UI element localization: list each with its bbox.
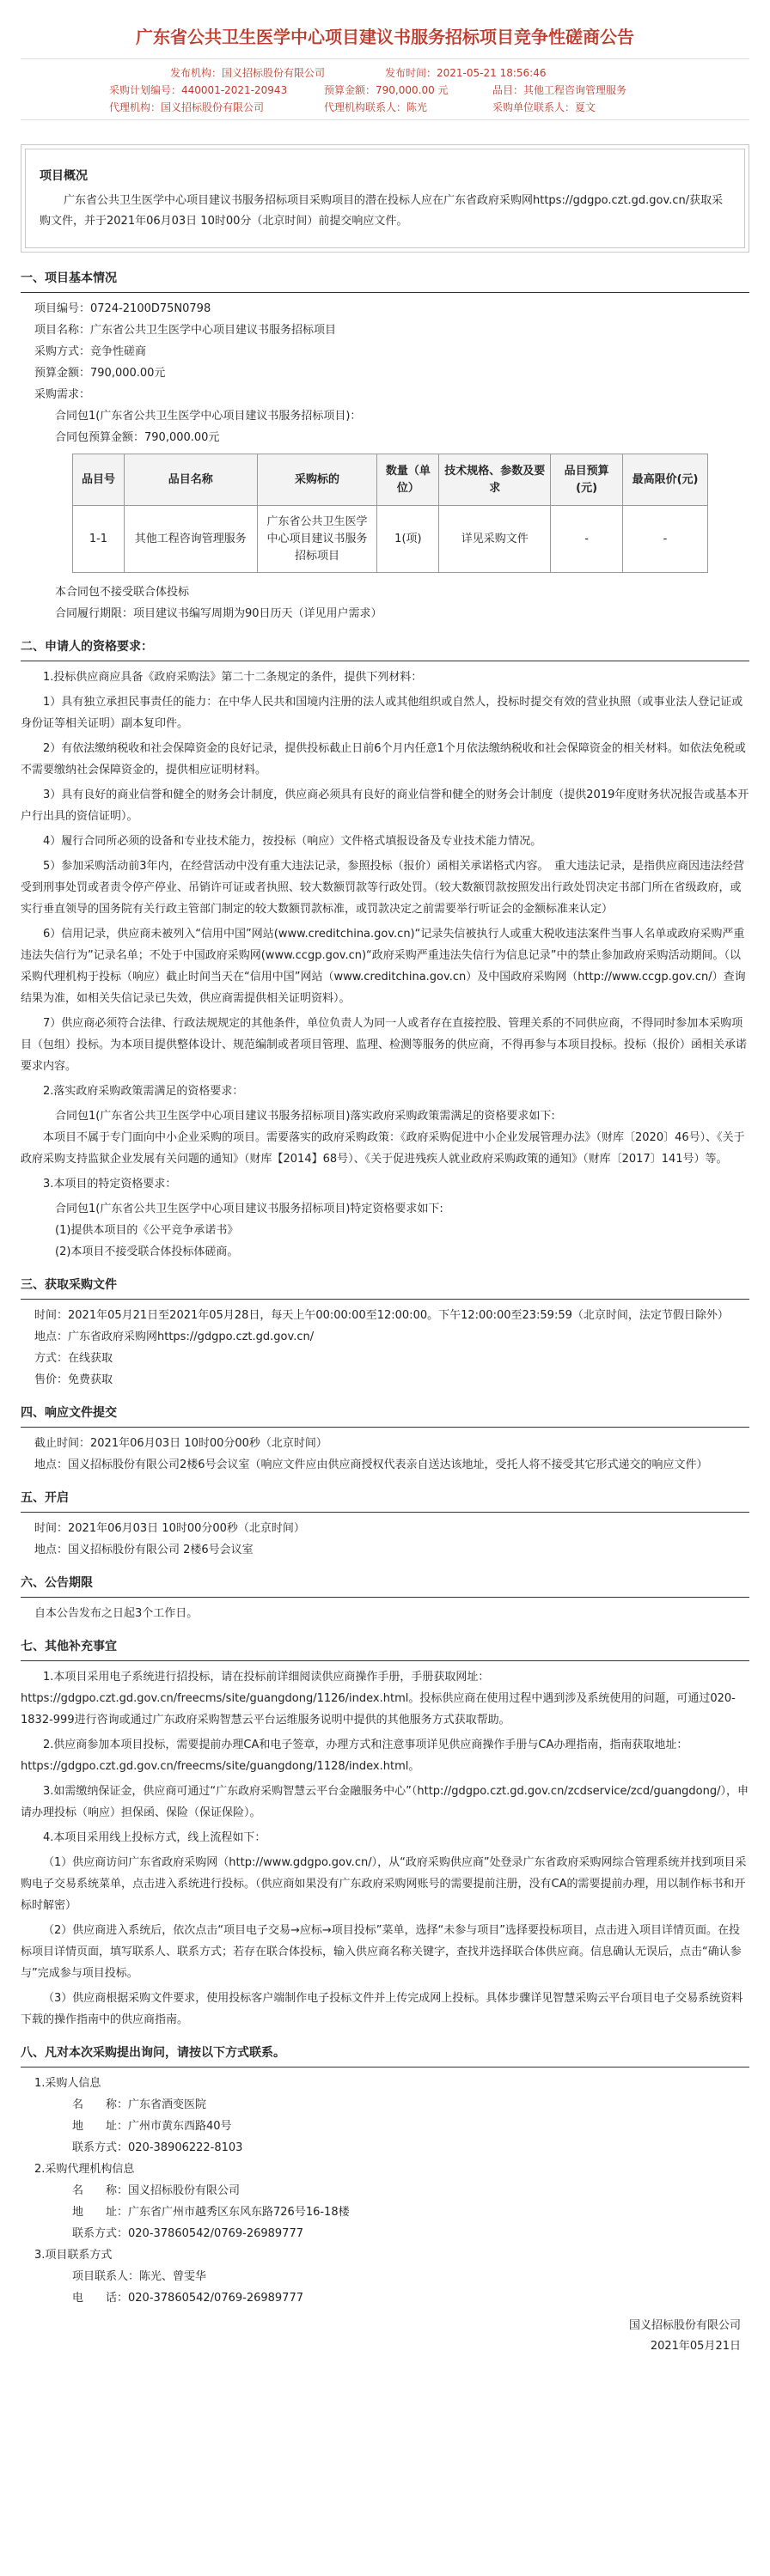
project-name: 项目名称：广东省公共卫生医学中心项目建议书服务招标项目 [34,324,337,338]
category: 其他工程咨询管理服务 [523,84,627,96]
project-contact-person: 项目联系人：陈光、曾雯华 [72,2270,207,2284]
signature-org: 国义招标股份有限公司 [628,2319,741,2333]
qualification-item: 2）有依法缴纳税收和社会保障资金的良好记录，提供投标截止日前6个月内任意1个月依法缴纳税收和社会保障资金的相关材料。如依法免税或不需要缴纳社会保障资金的，提供相应证明材料。 [21,742,746,777]
special-req-item: (2)本项目不接受联合体投标体磋商。 [55,1245,239,1259]
policy-heading: 2.落实政府采购政策需满足的资格要求： [43,1085,244,1099]
col-header: 品目名称 [124,454,257,506]
supplementary-item: 3.如需缴纳保证金，供应商可通过“广东政府采购智慧云平台金融服务中心”（http://gdgpo.czt.gd.gov.cn/zcdservice/zcd/guangdong/），申请办理投标（响应）担保函、保险（保证保险）。 [21,1785,749,1820]
project-number: 项目编号：0724-2100D75N0798 [34,302,211,316]
col-header: 技术规格、参数及要求 [439,454,551,506]
purchaser-name: 名 称：广东省酒变医院 [72,2098,207,2112]
qualification-item: 6）信用记录，供应商未被列入“信用中国”网站(www.creditchina.gov.cn)“记录失信被执行人或重大税收违法案件当事人名单或政府采购严重违法失信行为”记录名单；不处于中国政府采购网(www.ccgp.gov.cn)“政府采购严重违法失信行为信息记录”中的禁止参加政府采购活动期间。（以采购代理机构于投标（响应）截止时间当天在“信用中国”网站（www.creditchina.gov.cn）及中国政府采购网（http://www.ccgp.gov.cn/）查询结果为准，如相关失信记录已失效，供应商需提供相关证明资料）。 [21,928,746,1006]
obtain-time: 时间：2021年05月21日至2021年05月28日，每天上午00:00:00至12:00:00。下午12:00:00至23:59:59（北京时间，法定节假日除外） [34,1309,729,1323]
online-step: （1）供应商访问广东省政府采购网（http://www.gdgpo.gov.cn/），从“政府采购供应商”处登录广东省政府采购网综合管理系统并找到项目采购电子交易系统菜单，点击进入系统进行投标。（供应商如果没有广东政府采购网账号的需要提前注册，没有CA的需要提前办理，用以制作标书和开标时解密） [21,1856,747,1913]
section-submission-title: 四、响应文件提交 [21,1406,117,1421]
col-header: 数量（单位） [377,454,439,506]
policy-text: 本项目不属于专门面向中小企业采购的项目。需要落实的政府采购政策：《政府采购促进中小企业发展管理办法》（财库〔2020〕46号）、《关于政府采购支持监狱企业发展有关问题的通知》（财库【2014】68号）、《关于促进残疾人就业政府采购政策的通知》（财库〔2017〕141号）等。 [21,1131,745,1166]
meta-info: 发布机构：国义招标股份有限公司 发布时间：2021-05-21 18:56:46 采购计划编号：440001-2021-20943 预算金额：790,000.00 元 品目：其他工程咨询管理服务 代理机构：国义招标股份有限公司 代理机构联系人：陈光 采购单位联系人：夏文 [21,58,749,120]
section-supplementary-title: 七、其他补充事宜 [21,1640,117,1654]
special-req-package: 合同包1(广东省公共卫生医学中心项目建议书服务招标项目)特定资格要求如下: [55,1203,443,1216]
section-obtain-docs-title: 三、获取采购文件 [21,1278,117,1293]
contract-duration: 合同履行期限：项目建议书编写周期为90日历天（详见用户需求） [55,607,382,621]
signature-date: 2021年05月21日 [650,2340,741,2354]
submission-deadline: 截止时间：2021年06月03日 10时00分00秒（北京时间） [34,1437,327,1451]
obtain-place: 地点：广东省政府采购网https://gdgpo.czt.gd.gov.cn/ [34,1331,315,1344]
agency-info-heading: 2.采购代理机构信息 [34,2163,135,2177]
section-qualification-title: 二、申请人的资格要求： [21,640,153,655]
qualification-item: 3）具有良好的商业信誉和健全的财务会计制度，供应商必须具有良好的商业信誉和健全的财务会计制度（提供2019年度财务状况报告或基本开户行出具的资信证明）。 [21,789,749,824]
table-cell: 广东省公共卫生医学中心项目建议书服务招标项目 [257,506,377,573]
budget-line: 预算金额：790,000.00元 [34,367,166,381]
plan-number: 440001-2021-20943 [181,84,288,96]
table-cell: 其他工程咨询管理服务 [124,506,257,573]
purchaser-phone: 联系方式：020-38906222-8103 [72,2141,243,2155]
needs-label: 采购需求： [34,388,91,402]
agency-contact: 陈光 [406,101,428,113]
section-notice-period-title: 六、公告期限 [21,1576,93,1591]
supplementary-item: 2.供应商参加本项目投标，需要提前办理CA和电子签章，办理方式和注意事项详见供应商操作手册与CA办理指南，指南获取地址：https://gdgpo.czt.gd.gov.cn/freecms/site/guangdong/1128/index.html。 [21,1739,688,1774]
col-header: 品目号 [73,454,125,506]
online-step: （3）供应商根据采购文件要求，使用投标客户端制作电子投标文件并上传完成网上投标。具体步骤详见智慧采购云平台项目电子交易系统资料下载的操作指南中的供应商指南。 [21,1992,743,2027]
project-contact-heading: 3.项目联系方式 [34,2249,113,2262]
opening-place: 地点：国义招标股份有限公司 2楼6号会议室 [34,1544,254,1557]
online-step: （2）供应商进入系统后，依次点击“项目电子交易→应标→项目投标”菜单，选择“未参与项目”选择要投标项目，点击进入项目详情页面。在投标项目详情页面，填写联系人、联系方式；若存在联合体投标，输入供应商名称关键字，查找并选择联合体供应商。信息确认无误后，点击“确认参与”完成参与项目投标。 [21,1924,742,1981]
divider [21,1512,749,1513]
package-budget: 合同包预算金额：790,000.00元 [55,431,220,445]
budget-amount: 790,000.00 元 [376,84,449,96]
project-contact-phone: 电 话：020-37860542/0769-26989777 [72,2292,303,2305]
table-cell: 1(项) [377,506,439,573]
divider [21,1427,749,1428]
col-header: 最高限价(元) [623,454,708,506]
package-table [72,454,708,573]
project-summary-box [21,144,749,253]
summary-text: 广东省公共卫生医学中心项目建议书服务招标项目采购项目的潜在投标人应在广东省政府采购网https://gdgpo.czt.gd.gov.cn/获取采购文件，并于2021年06月03日 10时00分（北京时间）前提交响应文件。 [40,194,724,228]
qualification-item: 7）供应商必须符合法律、行政法规规定的其他条件，单位负责人为同一人或者存在直接控股、管理关系的不同供应商，不得同时参加本采购项目（包组）投标。为本项目提供整体设计、规范编制或者项目管理、监理、检测等服务的供应商，不得再参与本项目投标。投标（报价）函相关承诺要求内容。 [21,1017,748,1074]
table-cell: - [551,506,623,573]
procurement-method: 采购方式：竞争性磋商 [34,345,147,359]
summary-heading: 项目概况 [40,169,88,183]
purchaser-address: 地 址：广州市黄东西路40号 [72,2120,232,2134]
package-title: 合同包1(广东省公共卫生医学中心项目建议书服务招标项目)： [55,410,362,423]
purchaser-info-heading: 1.采购人信息 [34,2077,101,2091]
policy-package: 合同包1(广东省公共卫生医学中心项目建议书服务招标项目)落实政府采购政策需满足的资格要求如下: [55,1110,555,1124]
section-contact-title: 八、凡对本次采购提出询问，请按以下方式联系。 [21,2046,285,2061]
table-cell: - [623,506,708,573]
supplementary-item: 1.本项目采用电子系统进行招投标，请在投标前详细阅读供应商操作手册，手册获取网址：https://gdgpo.czt.gd.gov.cn/freecms/site/guangdong/1126/index.html。投标供应商在使用过程中遇到涉及系统使用的问题，可通过020-1832-999进行咨询或通过广东政府采购智慧云平台运维服务说明中提供的其他服务方式获取帮助。 [21,1671,736,1727]
col-header: 采购标的 [257,454,377,506]
table-cell: 1-1 [73,506,125,573]
divider [21,1660,749,1661]
obtain-mode: 方式：在线获取 [34,1352,113,1366]
agency-address: 地 址：广东省广州市越秀区东风东路726号16-18楼 [72,2206,350,2220]
opening-time: 时间：2021年06月03日 10时00分00秒（北京时间） [34,1522,305,1536]
publisher: 国义招标股份有限公司 [222,67,326,79]
divider [21,1597,749,1598]
table-row [73,506,708,573]
signature-block [21,2316,749,2357]
divider [21,292,749,293]
publish-time: 2021-05-21 18:56:46 [437,67,547,79]
supplementary-item: 4.本项目采用线上投标方式，线上流程如下： [43,1831,266,1845]
special-req-heading: 3.本项目的特定资格要求： [43,1178,177,1191]
col-header: 品目预算(元) [551,454,623,506]
qualification-item: 1）具有独立承担民事责任的能力：在中华人民共和国境内注册的法人或其他组织或自然人，投标时提交有效的营业执照（或事业法人登记证或身份证等相关证明）副本复印件。 [21,696,743,731]
qualification-item: 5）参加采购活动前3年内，在经营活动中没有重大违法记录，参照投标（报价）函相关承诺格式内容。 重大违法记录，是指供应商因违法经营受到刑事处罚或者责令停产停业、吊销许可证或者执照、较大数额罚款等行政处罚。（较大数额罚款按照发出行政处罚决定书部门所在省级政府，或实行垂直领导的国务院有关行政主管部门制定的较大数额罚款标准，或罚款决定之前需要举行听证会的金额标准来认定） [21,860,745,917]
agency-name: 名 称：国义招标股份有限公司 [72,2184,241,2198]
special-req-item: (1)提供本项目的《公平竞争承诺书》 [55,1224,239,1238]
obtain-price: 售价：免费获取 [34,1373,113,1387]
agency: 国义招标股份有限公司 [161,101,265,113]
table-cell: 详见采购文件 [439,506,551,573]
qualification-intro: 1.投标供应商应具备《政府采购法》第二十二条规定的条件，提供下列材料： [43,671,423,685]
consortium-note: 本合同包不接受联合体投标 [55,586,190,600]
notice-period: 自本公告发布之日起3个工作日。 [34,1607,199,1621]
submission-place: 地点：国义招标股份有限公司2楼6号会议室（响应文件应由供应商授权代表亲自送达该地址，受托人将不接受其它形式递交的响应文件） [34,1459,708,1472]
section-basic-info-title: 一、项目基本情况 [21,271,117,286]
agency-phone: 联系方式：020-37860542/0769-26989777 [72,2227,303,2241]
page-title: 广东省公共卫生医学中心项目建议书服务招标项目竞争性磋商公告 [136,27,634,47]
qualification-item: 4）履行合同所必须的设备和专业技术能力，按投标（响应）文件格式填报设备及专业技术能力情况。 [43,835,542,849]
section-opening-title: 五、开启 [21,1491,69,1506]
divider [21,1299,749,1300]
purchaser-contact: 夏文 [575,101,596,113]
